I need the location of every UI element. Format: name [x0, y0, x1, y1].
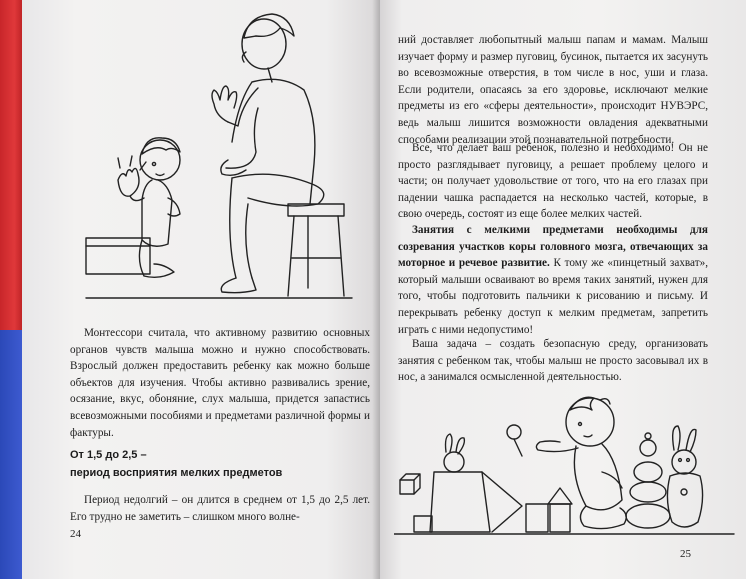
illustration-baby-with-toys: [394, 392, 739, 542]
section-heading-line-2: период восприятия мелких предметов: [70, 467, 283, 479]
key-statement-bold: Занятия с мелкими предметами необходимы для созревания участков коры головного мозга, отвечающих за моторное и речевое развитие.: [398, 224, 708, 270]
illustration-adult-and-child: [82, 8, 362, 308]
left-page-number: 24: [70, 528, 81, 540]
right-page: [380, 0, 746, 579]
left-page: [22, 0, 380, 579]
left-paragraph-2: Период недолгий – он длится в среднем от 1,5 до 2,5 лет. Его трудно не заметить – слишком много волне-: [70, 494, 370, 523]
right-paragraph-3: [398, 222, 708, 338]
section-heading-line-1: От 1,5 до 2,5 –: [70, 449, 147, 461]
left-paragraph-1: Монтессори считала, что активному развитию основных органов чувств малыша можно и нужно способствовать. Взрослый должен предоставить ребенку как можно больше объектов для изучения. Чтобы активно развивались зрение, осязание, вкус, обоняние, слух малыша, придется запастись всевозможными пособиями и предметами различной формы и фактуры.: [70, 327, 370, 439]
right-paragraph-1: ний доставляет любопытный малыш папам и мамам. Малыш изучает форму и размер пуговиц, бусинок, пытается их засунуть во всевозможные отверстия, в том числе в нос, уши и глаза. Если родители, опасаясь за его здоровье, исключают мелкие предметы из его «сферы деятельности», происходит НУВЭРС, ведь малыш лишится возможности овладения адекватными способами реализации этой познавательной потребности.: [398, 34, 708, 146]
key-statement-continuation: К тому же «пинцетный захват», который малыши осваивают во время таких занятий, нужен для того, чтобы подготовить пальчики к рисованию и письму. И перекрывать ребенку доступ к мелким предметам, запретить играть с ними недопустимо!: [398, 257, 709, 336]
right-page-number: 25: [680, 548, 691, 560]
right-paragraph-4: Ваша задача – создать безопасную среду, организовать занятия с ребенком так, чтобы малыш не просто засовывал их в нос, а занимался осмысленной деятельностью.: [398, 338, 708, 384]
book-spine-blue: [0, 330, 22, 579]
right-paragraph-2: Все, что делает ваш ребенок, полезно и необходимо! Он не просто разглядывает пуговицу, а решает проблему целого и части; он получает удовольствие от того, что на его глазах при падении чашка распадается на несколько частей, которые, в свою очередь, состоят из еще более мелких частей.: [398, 142, 708, 221]
